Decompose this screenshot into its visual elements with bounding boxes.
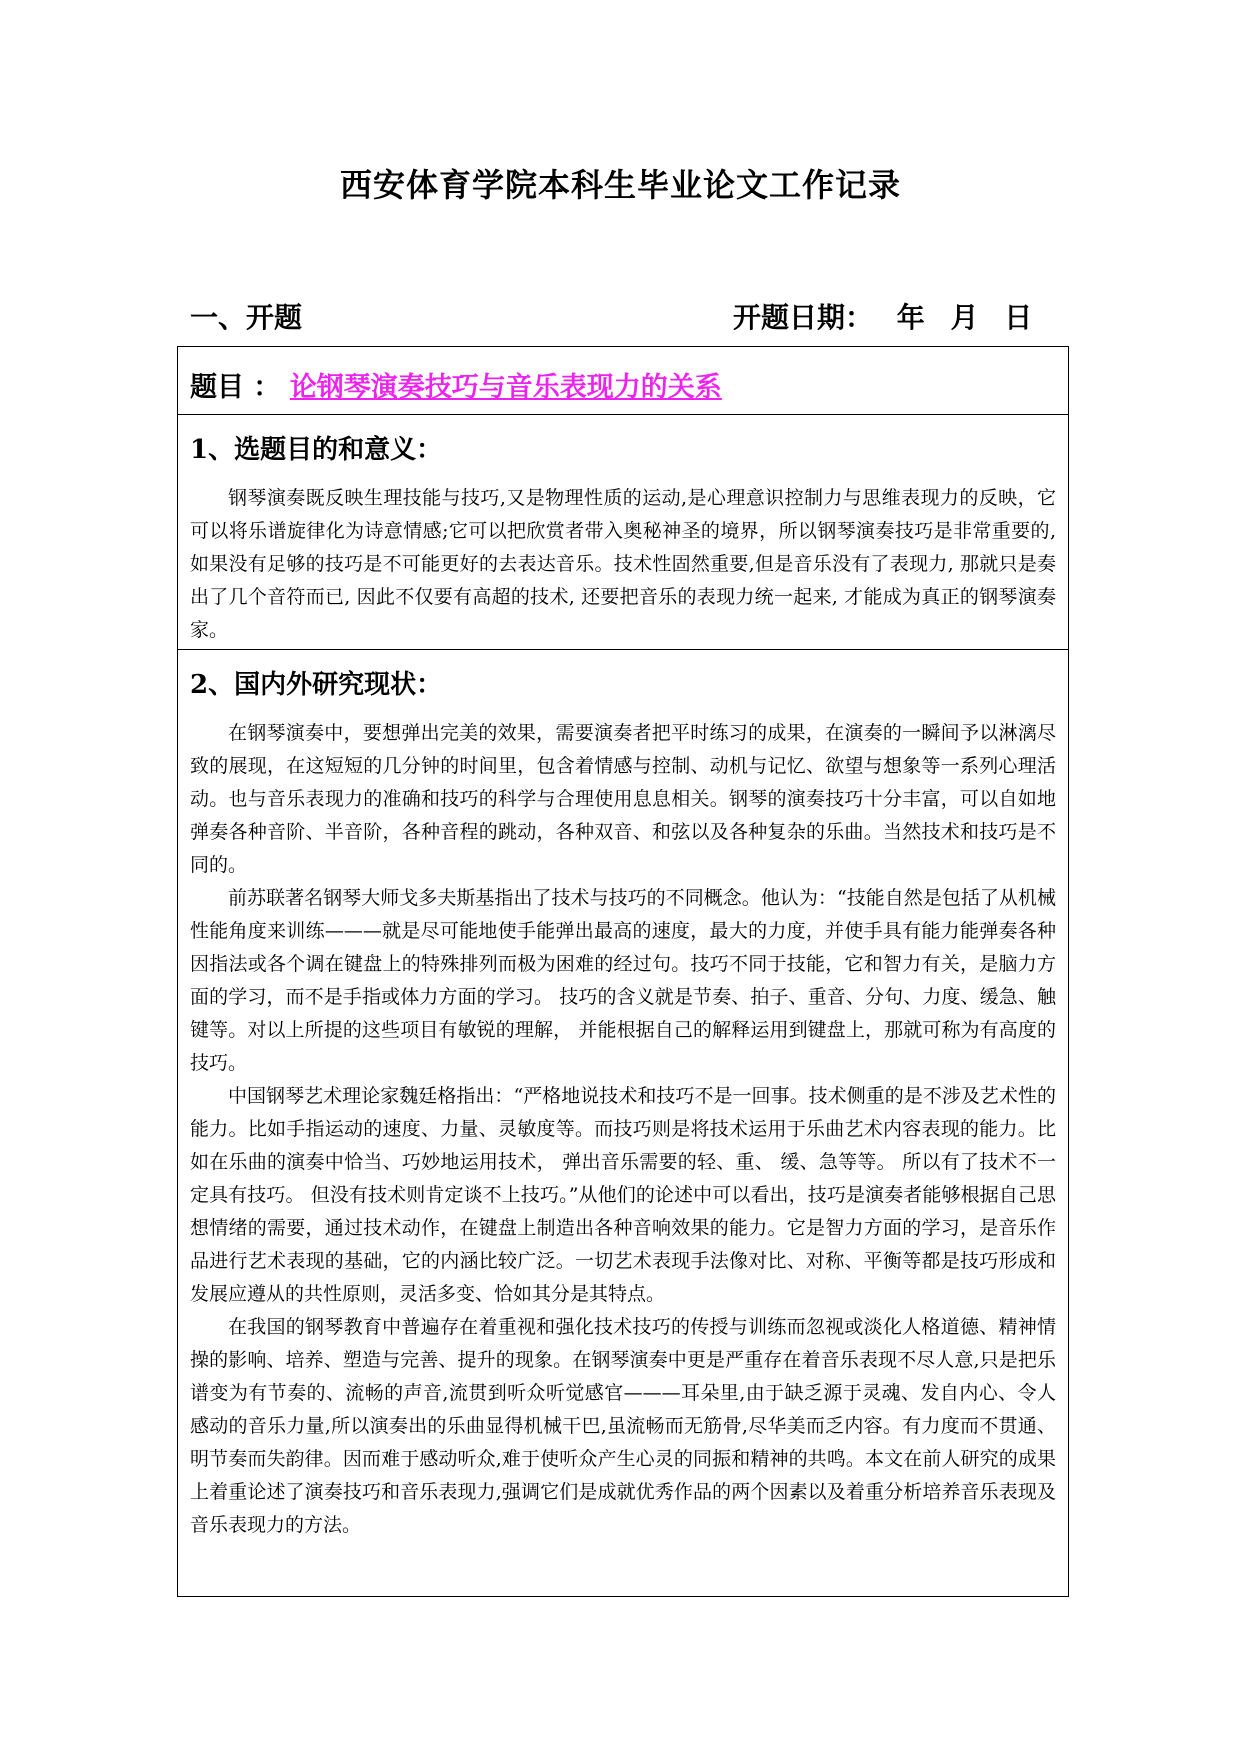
research-status-section <box>178 650 1068 1596</box>
date-label: 开题日期： <box>733 301 874 334</box>
research-paragraph-3: 中国钢琴艺术理论家魏廷格指出：“严格地说技术和技巧不是一回事。技术侧重的是不涉及艺术性的能力。比如手指运动的速度、力量、灵敏度等。而技巧则是将技术运用于乐曲艺术内容表现的能力。比如在乐曲的演奏中恰当、巧妙地运用技术， 弹出音乐需要的轻、重、 缓、急等等。 所以有了技术不一定具有技巧。 但没有技术则肯定谈不上技巧。”从他们的论述中可以看出，技巧是演奏者能够根据自己思想情绪的需要，通过技术动作，在键盘上制造出各种音响效果的能力。它是智力方面的学习，是音乐作品进行艺术表现的基础，它的内涵比较广泛。一切艺术表现手法像对比、对称、平衡等都是技巧形成和发展应遵从的共性原则，灵活多变、恰如其分是其特点。 <box>190 1085 1056 1305</box>
topic-value: 论钢琴演奏技巧与音乐表现力的关系 <box>289 372 722 403</box>
opening-date <box>733 296 1032 336</box>
topic-row <box>178 347 1068 415</box>
research-paragraph-2: 前苏联著名钢琴大师戈多夫斯基指出了技术与技巧的不同概念。他认为：“技能自然是包括了从机械性能角度来训练———就是尽可能地使手能弹出最高的速度，最大的力度，并使手具有能力能弹奏各种因指法或各个调在键盘上的特殊排列而极为困难的经过句。技巧不同于技能，它和智力有关，是脑力方面的学习，而不是手指或体力方面的学习。 技巧的含义就是节奏、拍子、重音、分句、力度、缓急、触键等。对以上所提的这些项目有敏锐的理解， 并能根据自己的解释运用到键盘上，那就可称为有高度的技巧。 <box>190 887 1056 1074</box>
purpose-section <box>178 415 1068 650</box>
research-paragraph-1: 在钢琴演奏中，要想弹出完美的效果，需要演奏者把平时练习的成果，在演奏的一瞬间予以淋漓尽致的展现，在这短短的几分钟的时间里，包含着情感与控制、动机与记忆、欲望与想象等一系列心理活动。也与音乐表现力的准确和技巧的科学与合理使用息息相关。钢琴的演奏技巧十分丰富，可以自如地弹奏各种音阶、半音阶，各种音程的跳动，各种双音、和弦以及各种复杂的乐曲。当然技术和技巧是不同的。 <box>190 722 1056 876</box>
purpose-paragraph: 钢琴演奏既反映生理技能与技巧,又是物理性质的运动,是心理意识控制力与思维表现力的反映，它可以将乐谱旋律化为诗意情感;它可以把欣赏者带入奥秘神圣的境界，所以钢琴演奏技巧是非常重要的, 如果没有足够的技巧是不可能更好的去表达音乐。技术性固然重要,但是音乐没有了表现力, 那就只是奏出了几个音符而已, 因此不仅要有高超的技术, 还要把音乐的表现力统一起来, 才能成为真正的钢琴演奏家。 <box>190 487 1056 641</box>
purpose-heading: 1、选题目的和意义： <box>190 435 443 465</box>
research-paragraph-4: 在我国的钢琴教育中普遍存在着重视和强化技术技巧的传授与训练而忽视或淡化人格道德、精神情操的影响、培养、塑造与完善、提升的现象。在钢琴演奏中更是严重存在着音乐表现不尽人意,只是把乐谱变为有节奏的、流畅的声音,流贯到听众听觉感官———耳朵里,由于缺乏源于灵魂、发自内心、令人感动的音乐力量,所以演奏出的乐曲显得机械干巴,虽流畅而无筋骨,尽华美而乏内容。有力度而不贯通、明节奏而失韵律。因而难于感动听众,难于使听众产生心灵的同振和精神的共鸣。本文在前人研究的成果上着重论述了演奏技巧和音乐表现力,强调它们是成就优秀作品的两个因素以及着重分析培养音乐表现及音乐表现力的方法。 <box>190 1316 1056 1536</box>
date-year-unit: 年 <box>896 301 925 334</box>
section-name: 一、开题 <box>190 301 303 334</box>
research-status-heading: 2、国内外研究现状： <box>190 670 443 700</box>
document-title: 西安体育学院本科生毕业论文工作记录 <box>339 166 901 204</box>
date-day-unit: 日 <box>1004 301 1033 334</box>
date-month-unit: 月 <box>950 301 979 334</box>
topic-label: 题目 ： <box>190 372 281 403</box>
record-table <box>177 346 1069 1597</box>
